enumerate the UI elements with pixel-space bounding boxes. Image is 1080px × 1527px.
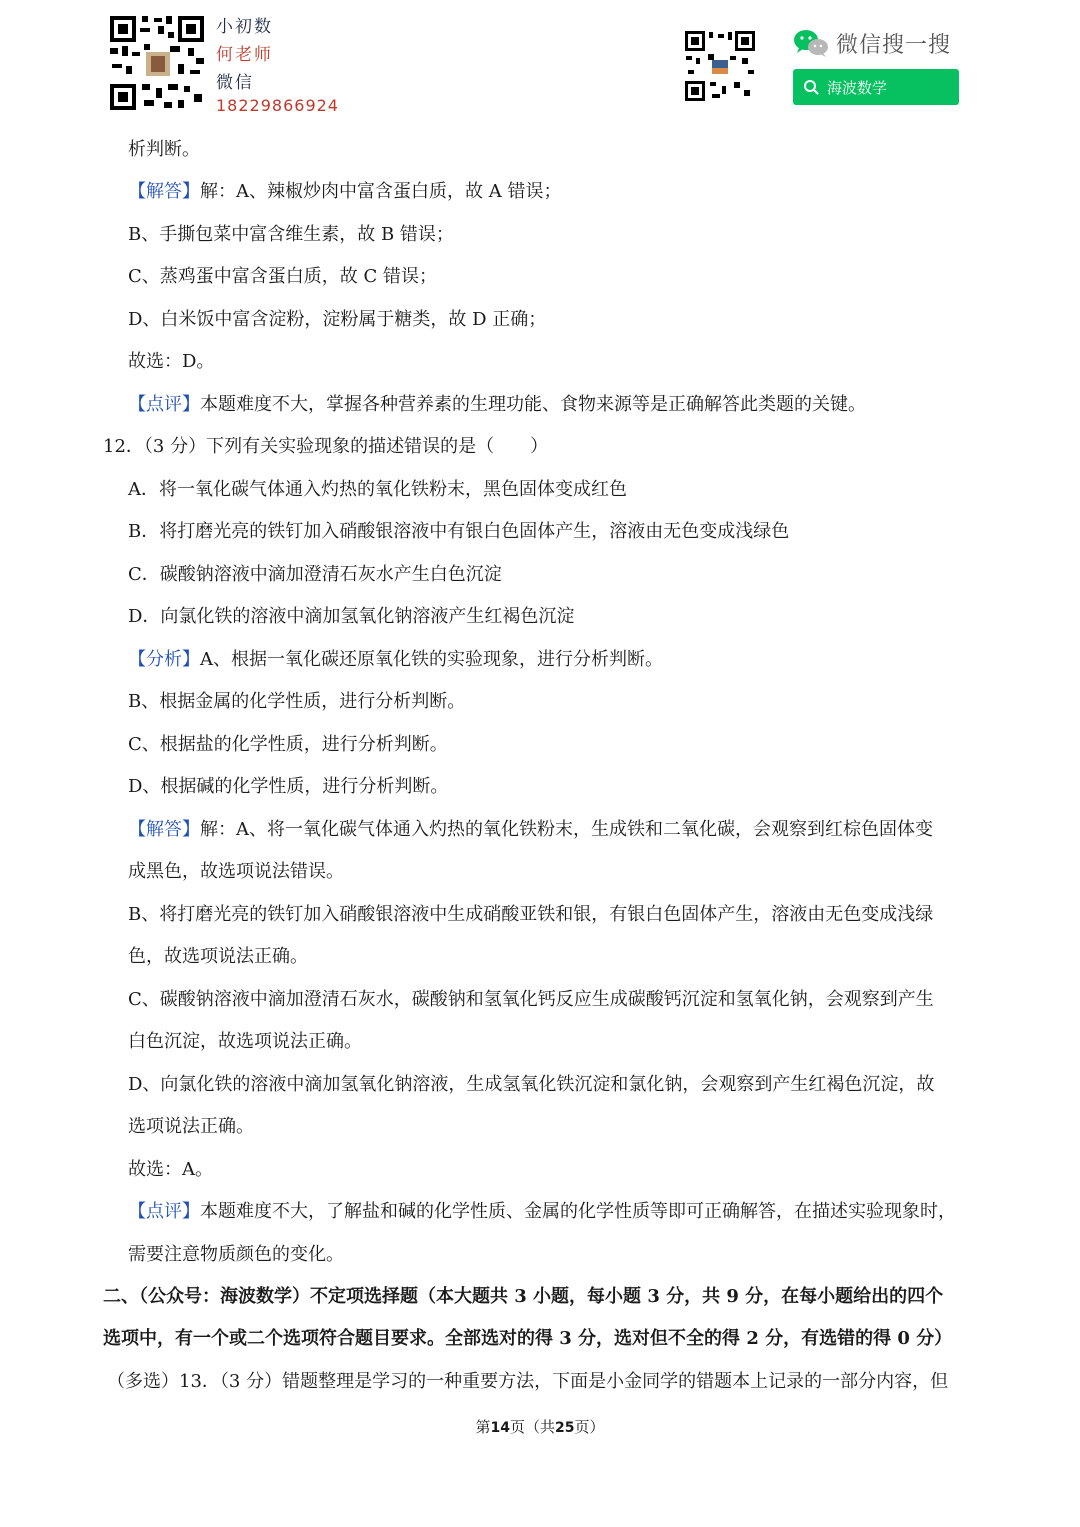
- answer-line: 色，故选项说法正确。: [128, 946, 308, 967]
- answer-text: 解：A、辣椒炒肉中富含蛋白质，故 A 错误；: [200, 181, 562, 202]
- page-number: 14: [490, 1420, 510, 1436]
- analysis-line: B、根据金属的化学性质，进行分析判断。: [128, 691, 466, 712]
- handwritten-title: 小初数: [216, 17, 273, 37]
- answer-line: B、将打磨光亮的铁钉加入硝酸银溶液中生成硝酸亚铁和银，有银白色固体产生，溶液由无色变成浅绿: [128, 904, 934, 925]
- comment-line: [128, 1200, 956, 1224]
- handwritten-phone: 18229866924: [216, 96, 339, 115]
- answer-line: 成黑色，故选项说法错误。: [128, 861, 344, 882]
- handwritten-wechat: 微信: [216, 73, 254, 93]
- question-stem: （多选）13．（3 分）错题整理是学习的一种重要方法，下面是小金同学的错题本上记录的一部分内容，但: [107, 1371, 949, 1392]
- wechat-search-label: 微信搜一搜: [836, 33, 952, 58]
- analysis-tail: 析判断。: [128, 139, 200, 160]
- answer-tag: 【解答】: [128, 819, 200, 840]
- page-footer: [0, 1417, 1080, 1438]
- answer-line: B、手撕包菜中富含维生素，故 B 错误；: [128, 224, 454, 245]
- section-heading: 二、（公众号：海波数学）不定项选择题（本大题共 3 小题，每小题 3 分，共 9 分，在每小题给出的四个: [103, 1286, 944, 1307]
- choice-line: 故选：A。: [128, 1159, 213, 1180]
- answer-line: [128, 180, 561, 204]
- comment-tag: 【点评】: [128, 1201, 200, 1222]
- footer-prefix: 第: [475, 1418, 491, 1436]
- wechat-logo-icon: [793, 28, 829, 58]
- choice-line: 故选：D。: [128, 351, 215, 372]
- answer-line: D、向氯化铁的溶液中滴加氢氧化钠溶液，生成氢氧化铁沉淀和氯化钠，会观察到产生红褐色沉淀，故: [128, 1074, 935, 1095]
- wechat-search-button-label: 海波数学: [827, 78, 888, 97]
- comment-line: [128, 393, 866, 417]
- comment-text: 本题难度不大，掌握各种营养素的生理功能、食物来源等是正确解答此类题的关键。: [200, 394, 866, 415]
- total-pages: 25: [555, 1420, 575, 1436]
- analysis-line: [128, 648, 663, 672]
- option-d: D．向氯化铁的溶液中滴加氢氧化钠溶液产生红褐色沉淀: [128, 606, 575, 627]
- wechat-search-button[interactable]: [793, 69, 959, 105]
- answer-line: 白色沉淀，故选项说法正确。: [128, 1031, 362, 1052]
- analysis-line: D、根据碱的化学性质，进行分析判断。: [128, 776, 449, 797]
- answer-line: C、碳酸钠溶液中滴加澄清石灰水，碳酸钠和氢氧化钙反应生成碳酸钙沉淀和氢氧化钠，会观察到产生: [128, 989, 934, 1010]
- answer-line: C、蒸鸡蛋中富含蛋白质，故 C 错误；: [128, 266, 437, 287]
- answer-line: 选项说法正确。: [128, 1116, 254, 1137]
- comment-line: 需要注意物质颜色的变化。: [128, 1244, 344, 1265]
- search-icon: [803, 79, 819, 95]
- footer-middle: 页（共: [509, 1418, 555, 1436]
- comment-tag: 【点评】: [128, 394, 200, 415]
- comment-text: 本题难度不大，了解盐和碱的化学性质、金属的化学性质等即可正确解答，在描述实验现象时，: [200, 1201, 956, 1222]
- answer-line: [128, 818, 933, 842]
- option-a: A．将一氧化碳气体通入灼热的氧化铁粉末，黑色固体变成红色: [128, 479, 627, 500]
- answer-text: 解：A、将一氧化碳气体通入灼热的氧化铁粉末，生成铁和二氧化碳，会观察到红棕色固体变: [200, 819, 933, 840]
- analysis-text: A、根据一氧化碳还原氧化铁的实验现象，进行分析判断。: [200, 649, 663, 670]
- analysis-tag: 【分析】: [128, 649, 200, 670]
- analysis-line: C、根据盐的化学性质，进行分析判断。: [128, 734, 448, 755]
- footer-suffix: 页）: [574, 1418, 605, 1436]
- option-c: C．碳酸钠溶液中滴加澄清石灰水产生白色沉淀: [128, 564, 502, 585]
- section-heading: 选项中，有一个或二个选项符合题目要求。全部选对的得 3 分，选对但不全的得 2 分，有选错的得 0 分）: [103, 1328, 953, 1349]
- qr-code-icon: [108, 14, 206, 112]
- qr-code-icon: [684, 30, 756, 102]
- handwritten-teacher: 何老师: [216, 45, 273, 65]
- question-stem: 12．（3 分）下列有关实验现象的描述错误的是（ ）: [103, 436, 549, 457]
- answer-tag: 【解答】: [128, 181, 200, 202]
- answer-line: D、白米饭中富含淀粉，淀粉属于糖类，故 D 正确；: [128, 309, 547, 330]
- option-b: B．将打磨光亮的铁钉加入硝酸银溶液中有银白色固体产生，溶液由无色变成浅绿色: [128, 521, 790, 542]
